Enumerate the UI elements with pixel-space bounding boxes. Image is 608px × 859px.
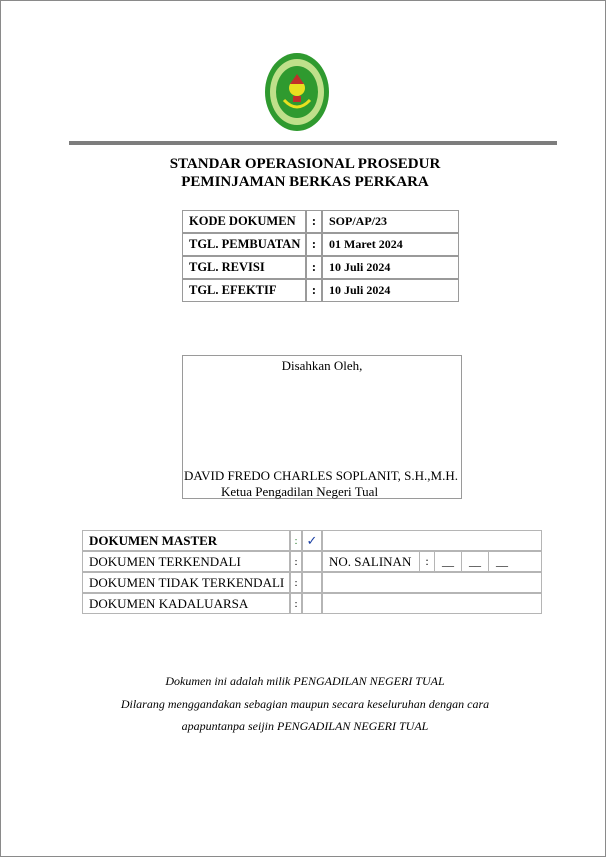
table-row bbox=[82, 572, 542, 593]
doc-status-label: DOKUMEN TIDAK TERKENDALI bbox=[82, 572, 290, 593]
salinan-blank[interactable]: __ bbox=[488, 552, 515, 571]
approval-box bbox=[182, 355, 462, 499]
document-meta-table bbox=[182, 210, 459, 302]
doc-status-sep: : bbox=[290, 593, 302, 614]
meta-key: TGL. REVISI bbox=[182, 256, 306, 279]
doc-status-extra bbox=[322, 572, 542, 593]
meta-sep: : bbox=[306, 210, 322, 233]
table-row bbox=[182, 256, 459, 279]
table-row bbox=[82, 530, 542, 551]
salinan-blank[interactable]: __ bbox=[461, 552, 488, 571]
document-status-table bbox=[82, 530, 542, 614]
salinan-cell bbox=[322, 551, 542, 572]
table-row bbox=[182, 210, 459, 233]
meta-value: SOP/AP/23 bbox=[322, 210, 459, 233]
header-rule bbox=[69, 141, 557, 145]
footer-line3: apapuntanpa seijin PENGADILAN NEGERI TUAL bbox=[181, 719, 429, 733]
court-emblem-icon bbox=[264, 52, 330, 132]
doc-status-checkbox[interactable]: ✓ bbox=[302, 530, 322, 551]
meta-value: 10 Juli 2024 bbox=[322, 256, 459, 279]
meta-sep: : bbox=[306, 233, 322, 256]
meta-value: 01 Maret 2024 bbox=[322, 233, 459, 256]
meta-sep: : bbox=[306, 279, 322, 302]
doc-status-label: DOKUMEN MASTER bbox=[82, 530, 290, 551]
approval-label: Disahkan Oleh, bbox=[281, 358, 363, 373]
doc-status-checkbox[interactable] bbox=[302, 551, 322, 572]
footer-line2: Dilarang menggandakan sebagian maupun secara keseluruhan dengan cara bbox=[120, 697, 490, 711]
doc-status-checkbox[interactable] bbox=[302, 593, 322, 614]
doc-status-checkbox[interactable] bbox=[302, 572, 322, 593]
meta-key: KODE DOKUMEN bbox=[182, 210, 306, 233]
meta-value: 10 Juli 2024 bbox=[322, 279, 459, 302]
doc-title-line2: PEMINJAMAN BERKAS PERKARA bbox=[181, 174, 429, 190]
doc-status-sep: : bbox=[290, 572, 302, 593]
doc-status-extra bbox=[322, 530, 542, 551]
approver-name: DAVID FREDO CHARLES SOPLANIT, S.H.,M.H. bbox=[184, 468, 458, 483]
salinan-label: NO. SALINAN bbox=[329, 553, 412, 569]
meta-sep: : bbox=[306, 256, 322, 279]
salinan-blank[interactable]: __ bbox=[434, 552, 461, 571]
salinan-sep: : bbox=[419, 552, 434, 571]
doc-status-sep: : bbox=[290, 551, 302, 572]
footer-line1: Dokumen ini adalah milik PENGADILAN NEGERI TUAL bbox=[165, 674, 445, 688]
table-row bbox=[82, 551, 542, 572]
meta-key: TGL. EFEKTIF bbox=[182, 279, 306, 302]
doc-title-line1: STANDAR OPERASIONAL PROSEDUR bbox=[169, 156, 441, 172]
doc-status-extra bbox=[322, 593, 542, 614]
table-row bbox=[182, 279, 459, 302]
doc-status-sep: : bbox=[290, 530, 302, 551]
meta-key: TGL. PEMBUATAN bbox=[182, 233, 306, 256]
doc-status-label: DOKUMEN KADALUARSA bbox=[82, 593, 290, 614]
doc-status-label: DOKUMEN TERKENDALI bbox=[82, 551, 290, 572]
table-row bbox=[82, 593, 542, 614]
approver-position: Ketua Pengadilan Negeri Tual bbox=[221, 484, 379, 499]
table-row bbox=[182, 233, 459, 256]
